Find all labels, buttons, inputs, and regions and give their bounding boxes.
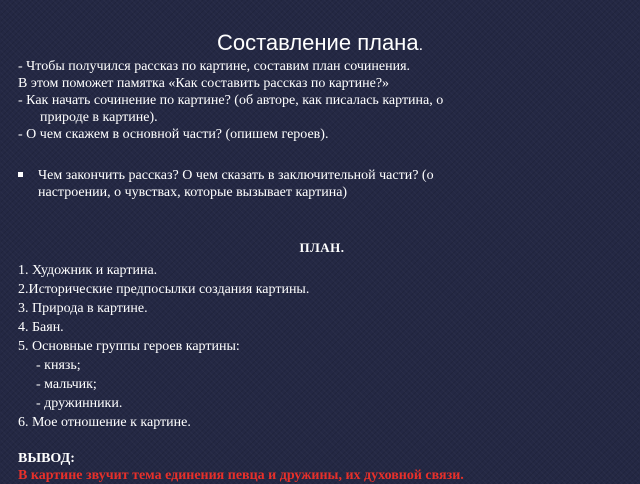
slide-content (18, 58, 626, 484)
slide-title-text: Составление плана (216, 30, 419, 55)
intro-line-2: В этом поможет памятка «Как составить рассказ по картине?» (18, 76, 390, 91)
plan-heading: ПЛАН. (299, 240, 345, 255)
intro-line-4: природе в картине). (40, 110, 158, 125)
conclusion-text: В картине звучит тема единения певца и дружины, их духовной связи. (18, 468, 464, 483)
plan-sub-item-boy: - мальчик; (36, 377, 97, 392)
square-bullet-icon (18, 167, 38, 201)
plan-item-2: 2.Исторические предпосылки создания картины. (18, 282, 310, 297)
slide-title (0, 29, 640, 60)
slide-title-dot: . (418, 37, 424, 54)
plan-item-3: 3. Природа в картине. (18, 301, 148, 316)
plan-sub-item-warriors: - дружинники. (36, 396, 123, 411)
intro-line-3: - Как начать сочинение по картине? (об авторе, как писалась картина, о (18, 93, 444, 108)
bullet-line-2: настроении, о чувствах, которые вызывает картина) (38, 185, 348, 200)
plan-item-5: 5. Основные группы героев картины: (18, 339, 240, 354)
plan-item-1: 1. Художник и картина. (18, 263, 158, 278)
intro-line-5: - О чем скажем в основной части? (опишем героев). (18, 127, 329, 142)
plan-item-6: 6. Мое отношение к картине. (18, 415, 191, 430)
bullet-line-1: Чем закончить рассказ? О чем сказать в заключительной части? (о (38, 168, 434, 183)
bullet-item (18, 167, 626, 201)
plan-item-4: 4. Баян. (18, 320, 64, 335)
conclusion-heading: ВЫВОД: (18, 451, 75, 466)
intro-line-1: - Чтобы получился рассказ по картине, составим план сочинения. (18, 59, 411, 74)
plan-sub-item-prince: - князь; (36, 358, 81, 373)
